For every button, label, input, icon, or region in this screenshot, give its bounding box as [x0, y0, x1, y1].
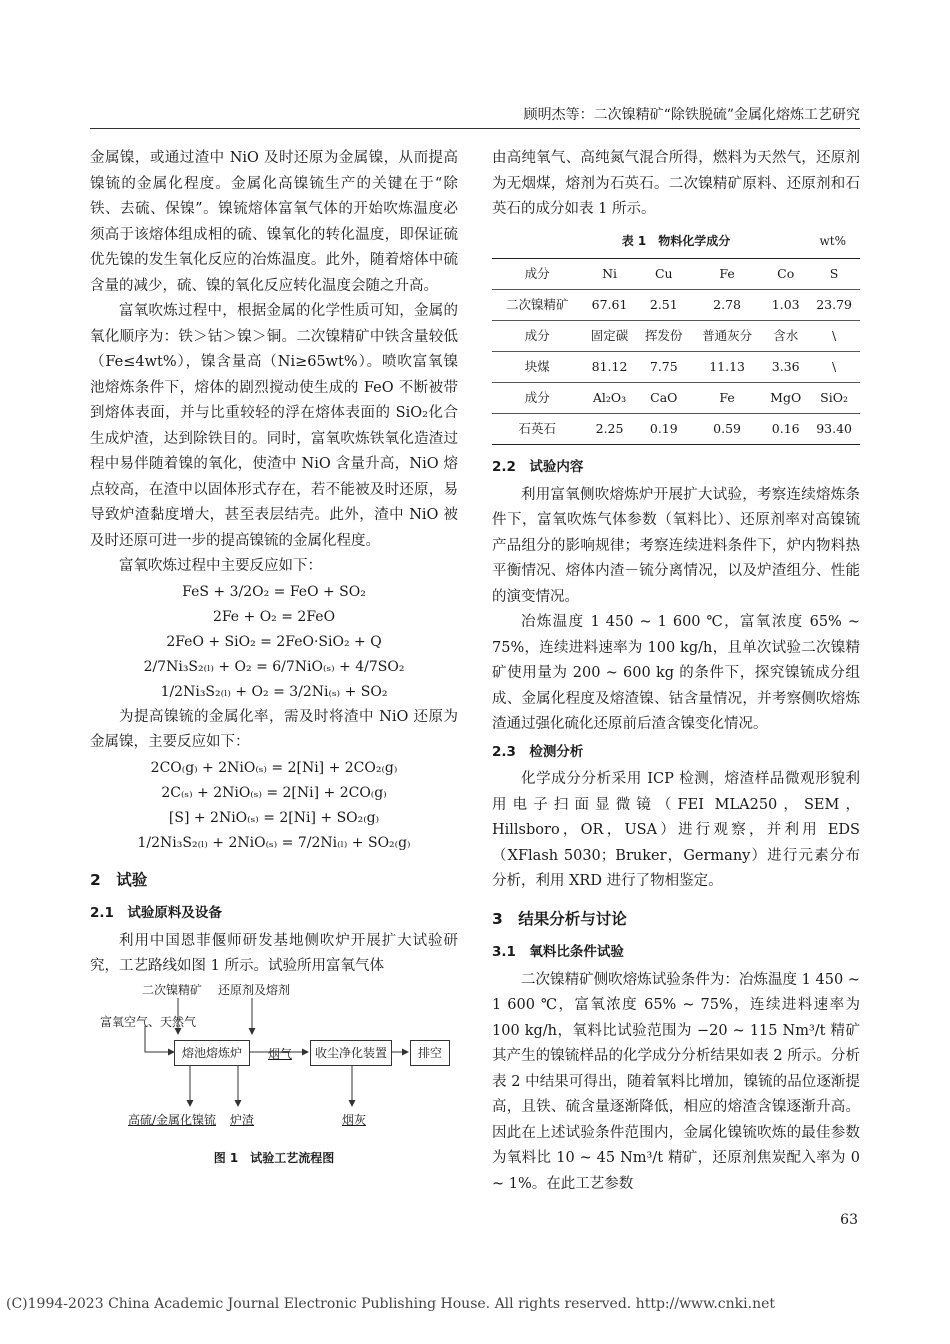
- table-row: [492, 383, 860, 414]
- paragraph: 二次镍精矿侧吹熔炼试验条件为：冶炼温度 1 450 ~ 1 600 ℃，富氧浓度 65% ~ 75%，连续进料速率为 100 kg/h，氧料比试验范围为 −20 ~ 115 Nm³/t 精矿其产生的镍锍样品的化学成分分析结果如表 2 所示。分析表 2 中结果可得出，随着氧料比增加，镍锍的品位逐渐提高，且铁、硫含量逐渐降低，相应的熔渣含镍逐渐升高。因此在上述试验条件范围内，金属化镍锍吹炼的最佳参数为氧料比 10 ~ 45 Nm³/t 精矿，还原剂焦炭配入率为 0 ~ 1%。在此工艺参数: [492, 971, 860, 1192]
- running-header: 顾明杰等：二次镍精矿“除铁脱硫”金属化熔炼工艺研究: [523, 107, 860, 123]
- left-column: [90, 146, 458, 1177]
- table-cell: Fe: [691, 259, 763, 290]
- table-cell: 1.03: [763, 290, 808, 321]
- flue-gas-label: 烟气: [268, 1046, 293, 1061]
- table-cell: 2.78: [691, 290, 763, 321]
- equation: 2/7Ni₃S₂₍ₗ₎ + O₂ = 6/7NiO₍ₛ₎ + 4/7SO₂: [143, 658, 405, 675]
- table-cell: 成分: [492, 259, 582, 290]
- equation: 2Fe + O₂ = 2FeO: [212, 608, 336, 625]
- table-cell: 块煤: [492, 352, 582, 383]
- table-cell: 93.40: [808, 414, 860, 445]
- subsection-heading: 2.2 试验内容: [492, 459, 584, 475]
- table-cell: \: [808, 321, 860, 352]
- equation: 1/2Ni₃S₂₍ₗ₎ + O₂ = 3/2Ni₍ₛ₎ + SO₂: [160, 683, 388, 700]
- table-cell: 0.59: [691, 414, 763, 445]
- table-cell: CaO: [637, 383, 691, 414]
- table-cell: 81.12: [582, 352, 636, 383]
- table-row: [492, 414, 860, 445]
- table-cell: 11.13: [691, 352, 763, 383]
- table-cell: 成分: [492, 321, 582, 352]
- table-cell: 成分: [492, 383, 582, 414]
- table-cell: 0.19: [637, 414, 691, 445]
- equation: FeS + 3/2O₂ = FeO + SO₂: [182, 583, 366, 600]
- input-nickel-concentrate: 二次镍精矿: [134, 982, 210, 998]
- paragraph: 由高纯氧气、高纯氮气混合所得，燃料为天然气，还原剂为无烟煤，熔剂为石英石。二次镍精矿原料、还原剂和石英石的成分如表 1 所示。: [492, 150, 860, 217]
- equation: 1/2Ni₃S₂₍ₗ₎ + 2NiO₍ₛ₎ = 7/2Ni₍ₗ₎ + SO₂₍g₎: [137, 834, 411, 851]
- table-cell: 23.79: [808, 290, 860, 321]
- paragraph: 化学成分分析采用 ICP 检测，熔渣样品微观形貌利用电子扫面显微镜（FEI MLA250，SEM，Hillsboro，OR，USA）进行观察，并利用 EDS（XFlash 5030；Bruker，Germany）进行元素分布分析，利用 XRD 进行了物相鉴定。: [492, 771, 860, 889]
- table-cell: 挥发份: [637, 321, 691, 352]
- furnace-box: 熔池熔炼炉: [174, 1040, 250, 1066]
- output-matte: 高硫/金属化镍锍: [128, 1112, 217, 1127]
- table-cell: 二次镍精矿: [492, 290, 582, 321]
- table-cell: 固定碳: [582, 321, 636, 352]
- table-cell: Co: [763, 259, 808, 290]
- table-row: [492, 352, 860, 383]
- table-cell: Ni: [582, 259, 636, 290]
- table-title: 表 1 物料化学成分: [621, 233, 731, 248]
- equation: 2FeO + SiO₂ = 2FeO·SiO₂ + Q: [166, 633, 382, 650]
- table-row: [492, 259, 860, 290]
- table-cell: Al₂O₃: [582, 383, 636, 414]
- table-cell: 2.51: [637, 290, 691, 321]
- copyright-footer: (C)1994-2023 China Academic Journal Electronic Publishing House. All rights reserved. http://www.cnki.net: [6, 1296, 776, 1312]
- table-cell: 石英石: [492, 414, 582, 445]
- paragraph: 富氧吹炼过程中主要反应如下：: [119, 558, 322, 574]
- right-column: [492, 146, 860, 1197]
- table-cell: Cu: [637, 259, 691, 290]
- paragraph: 金属镍，或通过渣中 NiO 及时还原为金属镍，从而提高镍锍的金属化程度。金属化高镍锍生产的关键在于“除铁、去硫、保镍”。镍锍熔体富氧气体的开始吹炼温度必须高于该熔体组成相的硫、镍氧化的转化温度，即保证硫优先镍的发生氧化反应的冶炼温度。此外，随着熔体中硫含量的减少，硫、镍的氧化反应转化温度会随之升高。: [90, 150, 458, 294]
- table-row: [492, 321, 860, 352]
- table-cell: \: [808, 352, 860, 383]
- input-oxygen-gas: 富氧空气、天然气: [100, 1014, 197, 1029]
- figure-caption: 图 1 试验工艺流程图: [213, 1150, 335, 1165]
- section-heading: 2 试验: [90, 870, 148, 889]
- equation: [S] + 2NiO₍ₛ₎ = 2[Ni] + SO₂₍g₎: [168, 809, 380, 826]
- input-reductant-flux: 还原剂及熔剂: [214, 982, 294, 998]
- header-rule: [90, 128, 860, 129]
- vent-box: 排空: [410, 1040, 450, 1066]
- table-cell: Fe: [691, 383, 763, 414]
- table-cell: 67.61: [582, 290, 636, 321]
- table-cell: 3.36: [763, 352, 808, 383]
- paragraph: 富氧吹炼过程中，根据金属的化学性质可知，金属的氧化顺序为：铁＞钴＞镍＞铜。二次镍精矿中铁含量较低（Fe≤4wt%），镍含量高（Ni≥65wt%）。喷吹富氧镍池熔炼条件下，熔体的剧烈搅动使生成的 FeO 不断被带到熔体表面，并与比重较轻的浮在熔体表面的 SiO₂化合生成炉渣，达到除铁目的。同时，富氧吹炼铁氧化造渣过程中易伴随着镍的氧化，使渣中 NiO 含量升高，NiO 熔点较高，在渣中以固体形式存在，若不能被及时还原，易导致炉渣黏度增大，甚至表层结壳。此外，渣中 NiO 被及时还原可进一步的提高镍锍的金属化程度。: [90, 303, 458, 549]
- page-number: 63: [840, 1212, 858, 1228]
- table-cell: S: [808, 259, 860, 290]
- paragraph: 利用富氧侧吹熔炼炉开展扩大试验，考察连续熔炼条件下，富氧吹炼气体参数（氧料比）、还原剂率对高镍锍产品组分的影响规律；考察连续进料条件下，炉内物料热平衡情况、熔体内渣－锍分离情况，以及炉渣组分、性能的演变情况。: [492, 486, 860, 605]
- output-slag: 炉渣: [230, 1112, 255, 1127]
- equation: 2CO₍g₎ + 2NiO₍ₛ₎ = 2[Ni] + 2CO₂₍g₎: [150, 759, 398, 776]
- table-caption: [492, 229, 860, 255]
- subsection-heading: 2.3 检测分析: [492, 743, 584, 760]
- table-unit: wt%: [819, 233, 846, 248]
- dust-collector-box: 收尘净化装置: [310, 1040, 392, 1066]
- paragraph: 为提高镍锍的金属化率，需及时将渣中 NiO 还原为金属镍，主要反应如下：: [90, 708, 458, 750]
- table-cell: 含水: [763, 321, 808, 352]
- process-flow-diagram: [90, 982, 458, 1140]
- table-cell: 7.75: [637, 352, 691, 383]
- section-heading: 3 结果分析与讨论: [492, 909, 627, 928]
- equation: 2C₍ₛ₎ + 2NiO₍ₛ₎ = 2[Ni] + 2CO₍g₎: [161, 784, 387, 801]
- paragraph: 利用中国恩菲偃师研发基地侧吹炉开展扩大试验研究，工艺路线如图 1 所示。试验所用富氧气体: [90, 932, 458, 974]
- table-row: [492, 290, 860, 321]
- table-cell: MgO: [763, 383, 808, 414]
- subsection-heading: 3.1 氧料比条件试验: [492, 944, 624, 960]
- table-cell: 2.25: [582, 414, 636, 445]
- table-cell: 0.16: [763, 414, 808, 445]
- table-cell: SiO₂: [808, 383, 860, 414]
- output-dust: 烟灰: [342, 1112, 367, 1127]
- table-cell: 普通灰分: [691, 321, 763, 352]
- composition-table: [492, 258, 860, 445]
- paragraph: 冶炼温度 1 450 ~ 1 600 ℃，富氧浓度 65% ~ 75%，连续进料速率为 100 kg/h，且单次试验二次镍精矿使用量为 200 ~ 600 kg 的条件下，探究镍锍成分组成、金属化程度及熔渣镍、钴含量情况，并考察侧吹熔炼渣通过强化硫化还原前后渣含镍变化情况。: [492, 614, 860, 732]
- subsection-heading: 2.1 试验原料及设备: [90, 905, 222, 921]
